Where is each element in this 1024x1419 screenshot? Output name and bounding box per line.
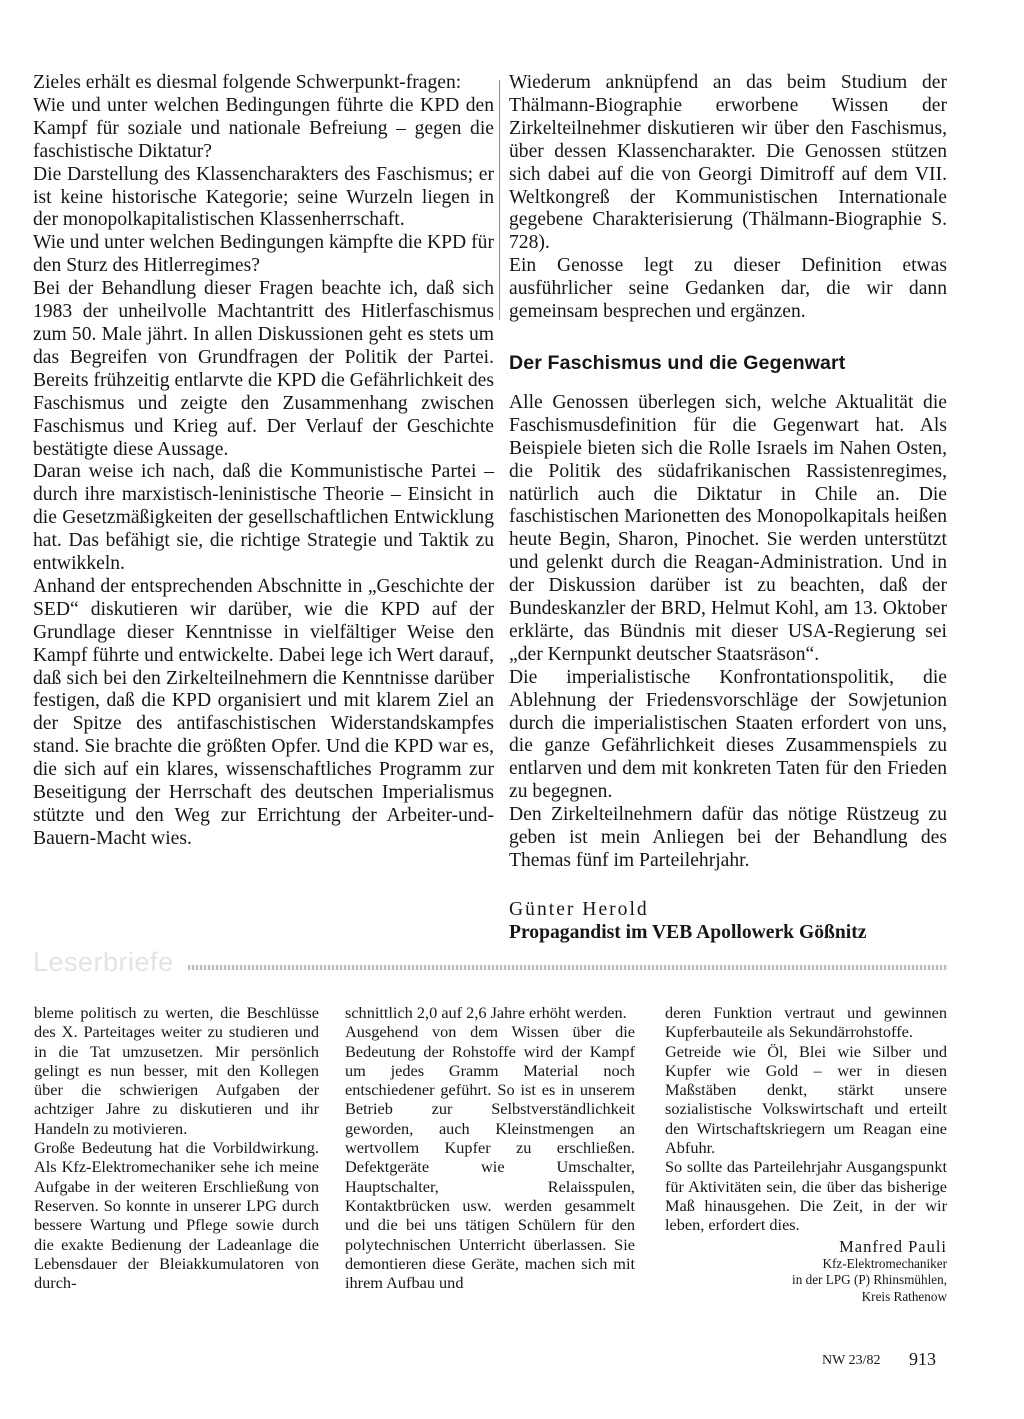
issue-label: NW 23/82 [822, 1353, 881, 1368]
letter-paragraph: Getreide wie Öl, Blei wie Silber und Kupfer wie Gold – wer in diesen Maßstäben denkt, stärkt unsere sozialistische Volkswirtschaft und erteilt den Wirtschaftskriegern um Reagan eine Abfuhr. [665, 1041, 947, 1158]
letter-paragraph: bleme politisch zu werten, die Beschlüsse des X. Parteitages weiter zu studieren und in die Tat umzusetzen. Mir persönlich gelingt es nun besser, mit den Kollegen über die schwierigen Aufgaben der achtziger Jahre zu diskutieren und ihr Handeln zu motivieren. [34, 1003, 319, 1138]
letter-column-1 [34, 1003, 319, 1292]
letter-signature-role [665, 1256, 947, 1306]
letter-paragraph: schnittlich 2,0 auf 2,6 Jahre erhöht werden. [345, 1003, 627, 1022]
article-paragraph: Wie und unter welchen Bedingungen kämpfte die KPD für den Sturz des Hitlerregimes? [33, 232, 494, 277]
article-paragraph: Zieles erhält es diesmal folgende Schwerpunkt-fragen: [33, 72, 462, 93]
letter-column-2 [345, 1003, 635, 1292]
leserbriefe-band [33, 945, 949, 981]
article-paragraph: Die Darstellung des Klassencharakters des Faschismus; er ist keine historische Kategorie; seine Wurzeln liegen in der monopolkapitalistischen Klassenherrschaft. [33, 163, 494, 231]
article-paragraph: Den Zirkelteilnehmern dafür das nötige Rüstzeug zu geben ist mein Anliegen bei der Behandlung des Themas fünf im Parteilehrjahr. [509, 804, 947, 871]
article-paragraph: Daran weise ich nach, daß die Kommunistische Partei – durch ihre marxistisch-leninistische Theorie – Einsicht in die Gesetzmäßigkeiten der gesellschaftlichen Entwicklung hat. Das befähigt sie, die richtige Strategie und Taktik zu entwikkeln. [33, 461, 494, 575]
author-name: Günter Herold [509, 898, 649, 920]
article-paragraph: Wiederum anknüpfend an das beim Studium der Thälmann-Biographie erworbene Wissen der Zirkelteilnehmer diskutieren wir über den Faschismus, über dessen Klassencharakter. Die Genossen stützen sich dabei auf die von Georgi Dimitroff auf dem VII. Weltkongreß der Kommunistischen Internationale gegebene Charakterisierung (Thälmann-Biographie S. 728). [509, 72, 947, 254]
article-paragraph: Anhand der entsprechenden Abschnitte in „Geschichte der SED“ diskutieren wir darüber, wie die KPD auf der Grundlage dieser Kenntnisse in vielfältiger Weise den Kampf führte und entwickelte. Dabei lege ich Wert darauf, daß sich bei den Zirkelteilnehmern die Kenntnisse darüber festigen, daß die KPD organisiert und mit klarem Ziel an der Spitze des antifaschistischen Widerstandskampfes stand. Sie brachte die größten Opfer. Und die KPD war es, die sich auf ein klares, wissenschaftliches Programm zur Beseitigung der Herrschaft des deutschen Imperialismus stützte und den Weg zur Errichtung der Arbeiter-und-Bauern-Macht wies. [33, 575, 494, 849]
article-right-column [509, 72, 947, 945]
letter-paragraph: deren Funktion vertraut und gewinnen Kupferbauteile als Sekundärrohstoffe. [665, 1003, 947, 1042]
section-rule [188, 965, 948, 970]
letter-paragraph: Ausgehend von dem Wissen über die Bedeutung der Rohstoffe wird der Kampf um jedes Gramm Material noch entschiedener geführt. So ist es in unserem Betrieb zur Selbstverständlichkeit geworden, auch Kleinstmengen an wertvollem Kupfer zu erschließen. Defektgeräte wie Umschalter, Hauptschalter, Relaisspulen, Kontaktbrücken usw. werden gesammelt und die bei uns tätigen Schülern für den polytechnischen Unterricht überlassen. Sie demontieren diese Geräte, machen sich mit ihrem Aufbau und [345, 1022, 635, 1293]
column-divider [499, 80, 500, 320]
article-paragraph: Bei der Behandlung dieser Fragen beachte ich, daß sich 1983 der unheilvolle Machtantritt des Hitlerfaschismus zum 50. Male jährt. In allen Diskussionen geht es stets um das Begreifen von Grundfragen der Politik der Partei. Bereits frühzeitig entlarvte die KPD die Gefährlichkeit des Faschismus und zeigte den Zusammenhang zwischen Faschismus und Krieg auf. Der Verlauf der Geschichte bestätigte diese Aussage. [33, 278, 494, 460]
letter-signature-name: Manfred Pauli [839, 1236, 947, 1256]
letter-paragraph: Große Bedeutung hat die Vorbildwirkung. Als Kfz-Elektromechaniker sehe ich meine Aufgabe in der weiteren Erschließung von Reserven. So konnte in unserer LPG durch bessere Wartung und Pflege sowie durch die exakte Bedienung der Ladeanlage die Lebensdauer der Bleiakkumulatoren von durch- [34, 1138, 319, 1293]
letter-column-3 [665, 1003, 947, 1305]
article-paragraph: Die imperialistische Konfrontationspolitik, die Ablehnung der Friedensvorschläge der Sowjetunion durch die imperialistischen Staaten erfordert von uns, die ganze Gefährlichkeit dieses Zusammenspiels zu entlarven und dem mit konkreten Taten für den Frieden zu begegnen. [509, 666, 947, 803]
signature-role-line: Kreis Rathenow [861, 1288, 947, 1304]
letter-paragraph: So sollte das Parteilehrjahr Ausgangspunkt für Aktivitäten sein, die über das bisherige Maß hinausgehen. Die Zeit, in der wir leben, erfordert dies. [665, 1157, 947, 1235]
signature-role-line: in der LPG (P) Rhinsmühlen, [792, 1272, 947, 1288]
article-paragraph: Wie und unter welchen Bedingungen führte die KPD den Kampf für soziale und nationale Befreiung – gegen die faschistische Diktatur? [33, 94, 494, 162]
article-paragraph: Alle Genossen überlegen sich, welche Aktualität die Faschismusdefinition für die Gegenwart hat. Als Beispiele bieten sich die Rolle Israels im Nahen Osten, die Politik des südafrikanischen Rassistenregimes, natürlich auch die Diktatur in Chile an. Die faschistischen Marionetten des Monopolkapitals heißen heute Begin, Sharon, Pinochet. Sie werden unterstützt und gelenkt durch die Reagan-Administration. Und in der Diskussion darüber ist zu beachten, daß der Bundeskanzler der BRD, Helmut Kohl, am 13. Oktober erklärte, das Bündnis mit dieser USA-Regierung sei „der Kernpunkt deutscher Staatsräson“. [509, 391, 947, 665]
author-role: Propagandist im VEB Apollowerk Gößnitz [509, 921, 867, 943]
leserbriefe-title: Leserbriefe [33, 947, 174, 977]
article-paragraph: Ein Genosse legt zu dieser Definition etwas ausführlicher seine Gedanken dar, die wir dann gemeinsam besprechen und ergänzen. [509, 255, 947, 323]
page-number: 913 [909, 1349, 936, 1369]
article-left-column [33, 72, 494, 851]
signature-role-line: Kfz-Elektromechaniker [822, 1255, 947, 1271]
section-heading: Der Faschismus und die Gegenwart [509, 351, 846, 374]
